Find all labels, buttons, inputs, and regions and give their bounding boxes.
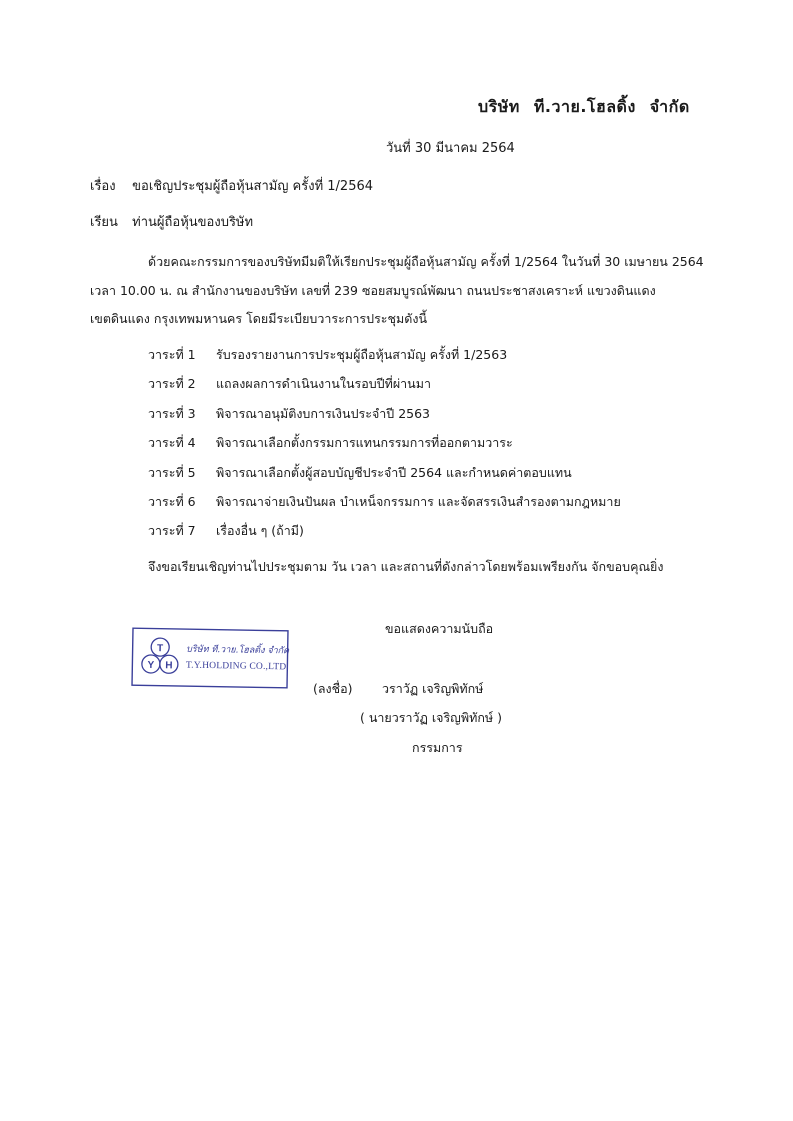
regards-text: ขอแสดงความนับถือ	[385, 621, 494, 636]
agenda-item	[148, 428, 621, 457]
subject-label: เรื่อง	[90, 179, 116, 194]
body-paragraph	[90, 248, 740, 334]
agenda-text: พิจารณาเลือกตั้งกรรมการแทนกรรมการที่ออกตามวาระ	[216, 435, 513, 451]
salutation-text: ท่านผู้ถือหุ้นของบริษัท	[132, 215, 254, 230]
letter-date: วันที่ 30 มีนาคม 2564	[386, 141, 515, 156]
agenda-item	[148, 458, 621, 487]
salutation-label: เรียน	[90, 215, 118, 230]
agenda-number: วาระที่ 3	[148, 405, 196, 421]
agenda-number: วาระที่ 6	[148, 493, 196, 509]
salutation-line	[90, 211, 253, 232]
agenda-text: พิจารณาเลือกตั้งผู้สอบบัญชีประจำปี 2564 และกำหนดค่าตอบแทน	[216, 464, 572, 480]
agenda-item	[148, 399, 621, 428]
agenda-list	[148, 340, 621, 546]
body-line: เวลา 10.00 น. ณ สำนักงานของบริษัท เลขที่ 239 ซอยสมบูรณ์พัฒนา ถนนประชาสงเคราะห์ แขวงดินแดง	[90, 282, 656, 298]
agenda-text: พิจารณาอนุมัติงบการเงินประจำปี 2563	[216, 405, 431, 421]
stamp-name-english: T.Y.HOLDING CO.,LTD.	[185, 660, 289, 673]
closing-sentence: จึงขอเรียนเชิญท่านไปประชุมตาม วัน เวลา และสถานที่ดังกล่าวโดยพร้อมเพรียงกัน จักขอบคุณยิ่ง	[148, 559, 664, 574]
body-line: เขตดินแดง กรุงเทพมหานคร โดยมีระเบียบวาระการประชุมดังนี้	[90, 311, 427, 326]
logo-letter-h: H	[165, 660, 173, 672]
signature: วราวัฏ เจริญพิทักษ์	[382, 681, 484, 696]
agenda-item	[148, 487, 621, 516]
company-name: ที.วาย.โฮลดิ้ง	[533, 97, 636, 116]
subject-line	[90, 175, 373, 196]
agenda-text: เรื่องอื่น ๆ (ถ้ามี)	[216, 523, 304, 539]
signer-position: กรรมการ	[412, 740, 463, 755]
stamp-frame	[130, 627, 289, 690]
company-prefix: บริษัท	[478, 97, 520, 116]
agenda-number: วาระที่ 4	[148, 435, 196, 451]
printed-name: ( นายวราวัฏ เจริญพิทักษ์ )	[360, 710, 502, 725]
agenda-number: วาระที่ 7	[148, 523, 196, 539]
agenda-text: รับรองรายงานการประชุมผู้ถือหุ้นสามัญ ครั้งที่ 1/2563	[216, 347, 508, 362]
subject-text: ขอเชิญประชุมผู้ถือหุ้นสามัญ ครั้งที่ 1/2564	[132, 179, 374, 194]
agenda-text: แถลงผลการดำเนินงานในรอบปีที่ผ่านมา	[216, 376, 431, 392]
agenda-number: วาระที่ 1	[148, 347, 196, 362]
company-suffix: จำกัด	[649, 97, 690, 116]
agenda-item	[148, 369, 621, 398]
stamp-name-thai: บริษัท ที.วาย.โฮลดิ้ง จำกัด	[186, 644, 290, 657]
body-line: ด้วยคณะกรรมการของบริษัทมีมติให้เรียกประชุมผู้ถือหุ้นสามัญ ครั้งที่ 1/2564 ในวันที่ 30 เมษายน 2564	[148, 254, 704, 269]
signed-label: (ลงชื่อ)	[313, 681, 353, 696]
agenda-item	[148, 516, 621, 545]
agenda-item	[148, 340, 621, 369]
logo-letter-y: Y	[147, 659, 155, 672]
logo-letter-t: T	[157, 643, 164, 655]
agenda-text: พิจารณาจ่ายเงินปันผล บำเหน็จกรรมการ และจัดสรรเงินสำรองตามกฎหมาย	[216, 493, 621, 509]
agenda-number: วาระที่ 2	[148, 376, 196, 392]
company-name-header	[478, 95, 704, 120]
agenda-number: วาระที่ 5	[148, 464, 196, 480]
company-stamp	[130, 627, 289, 690]
